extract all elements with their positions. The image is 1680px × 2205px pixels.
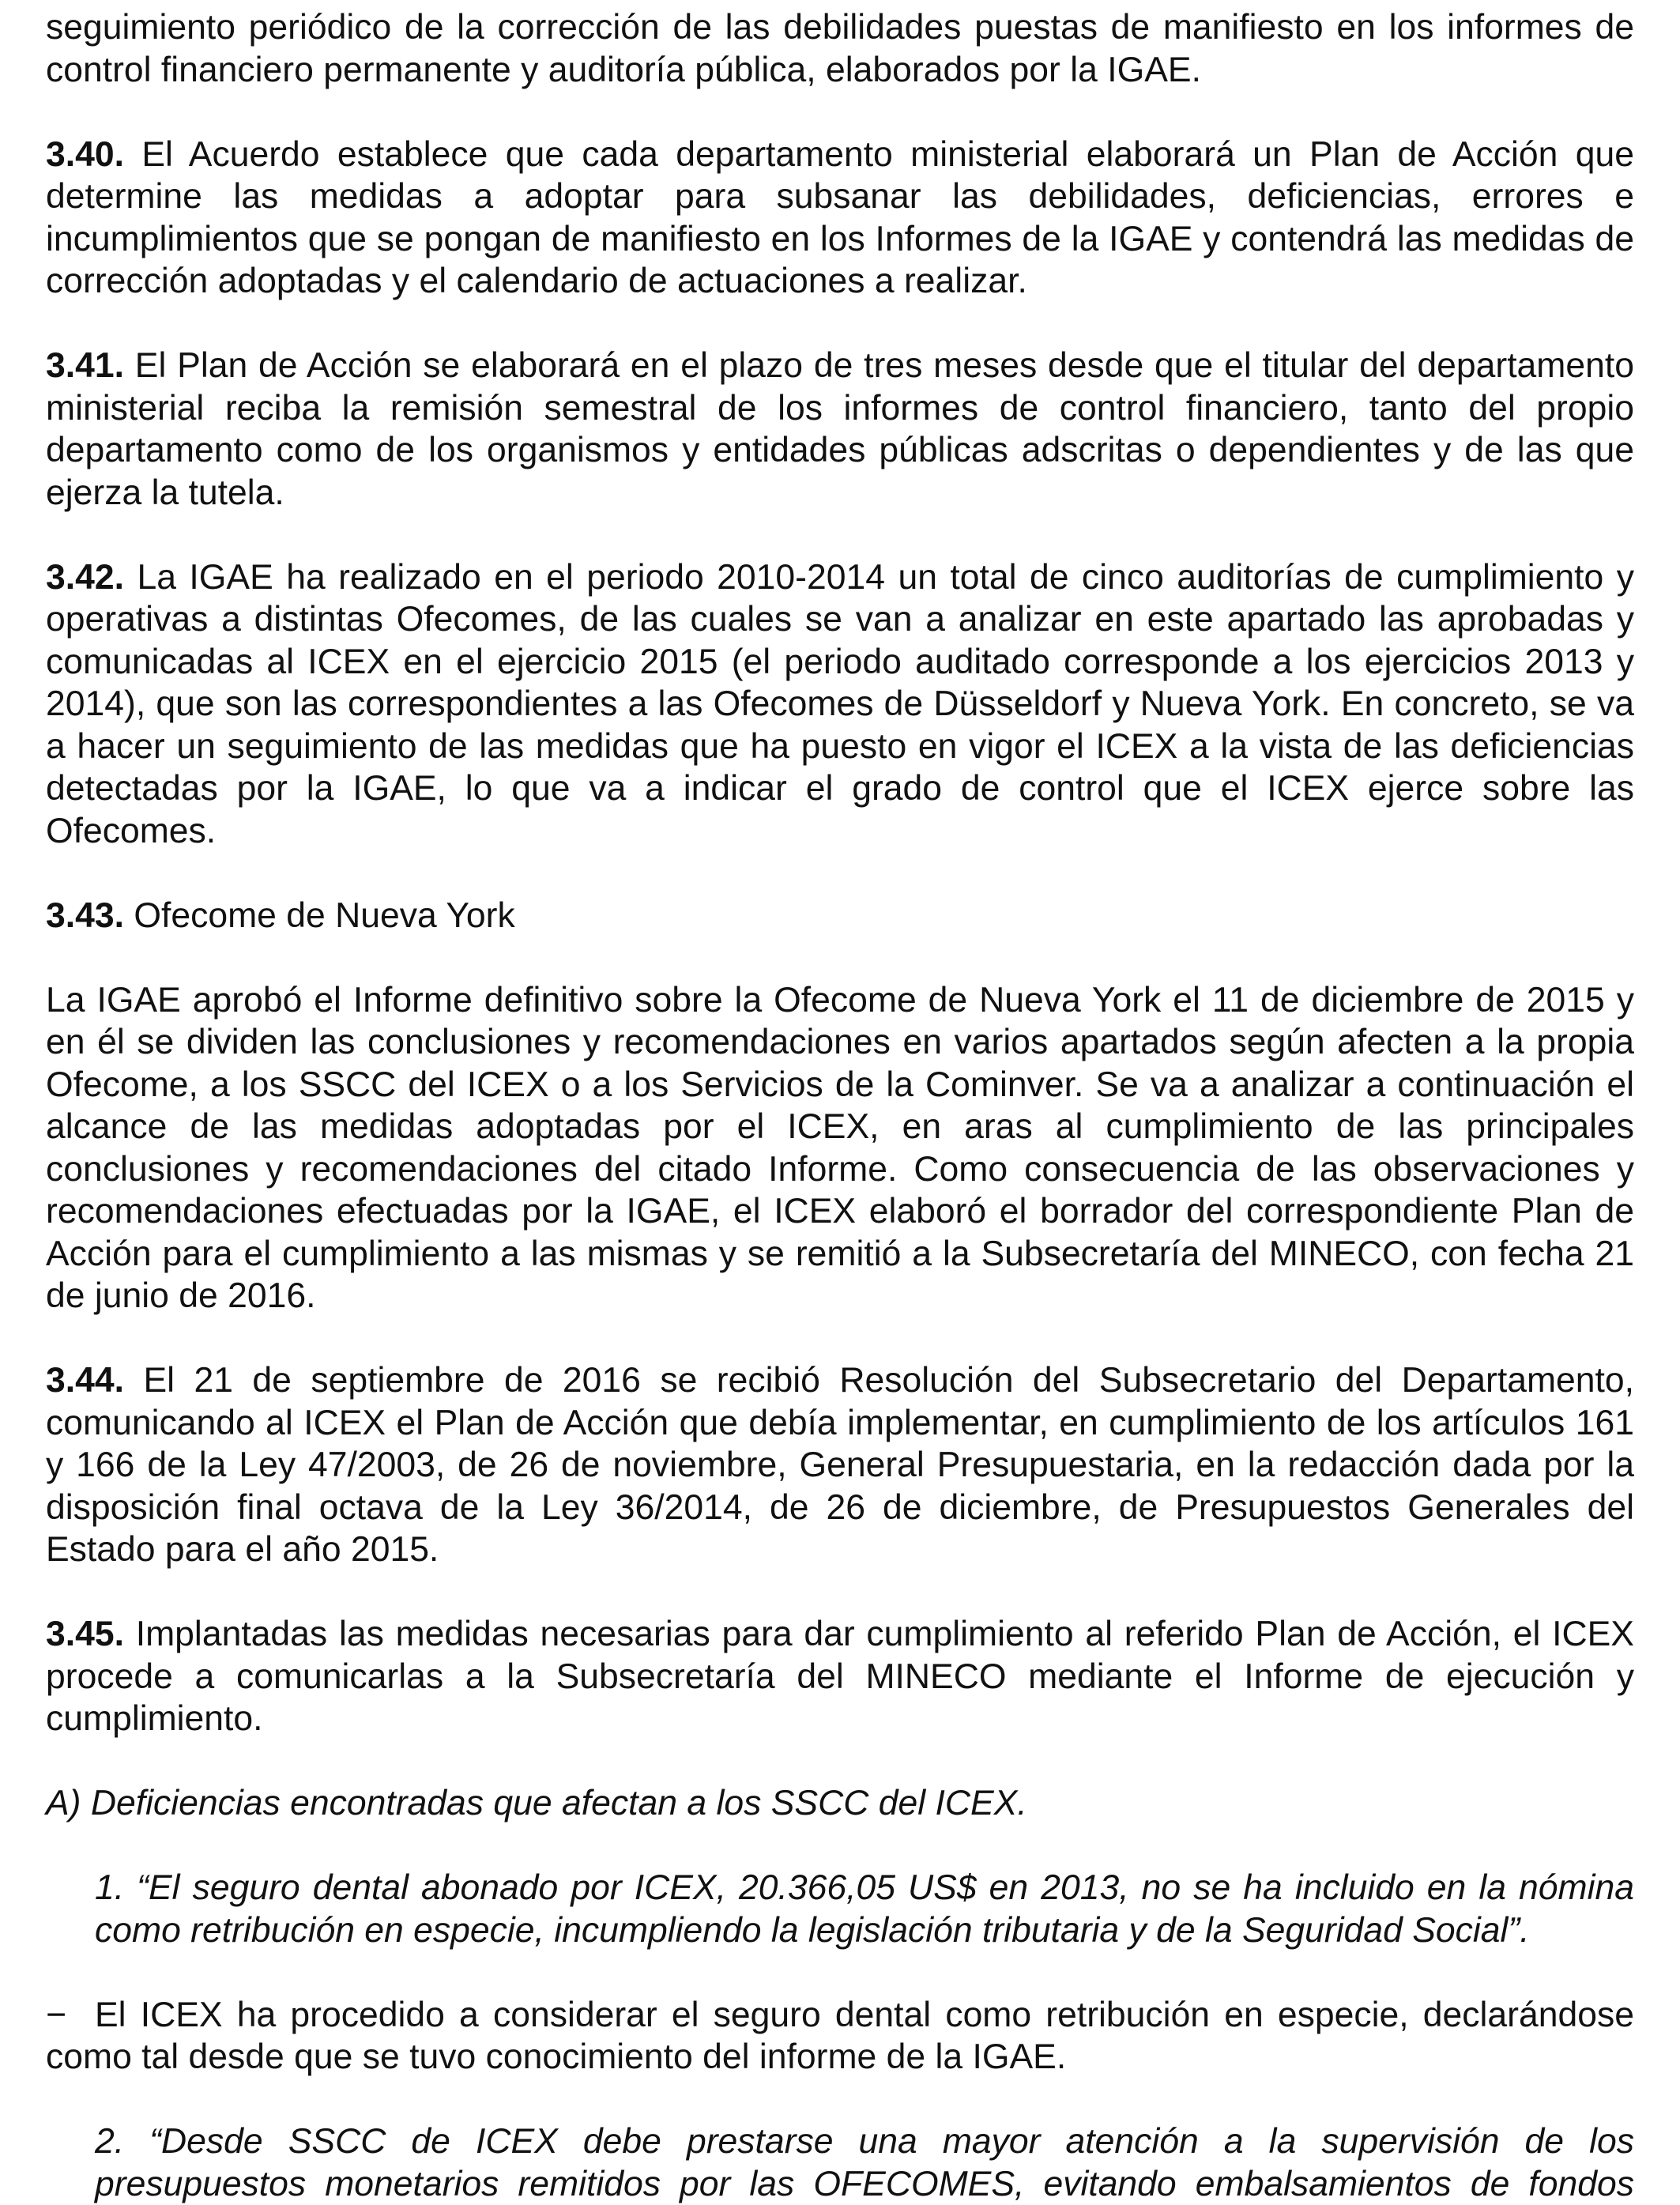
paragraph-3-45 xyxy=(46,1613,1634,1740)
paragraph-text: La IGAE ha realizado en el periodo 2010-2014 un total de cinco auditorías de cumplimiento y operativas a distintas Ofecomes, de las cuales se van a analizar en este apartado las aprobadas y comunicadas al ICEX en el ejercicio 2015 (el periodo auditado corresponde a los ejercicios 2013 y 2014), que son las correspondientes a las Ofecomes de Düsseldorf y Nueva York. En concreto, se va a hacer un seguimiento de las medidas que ha puesto en vigor el ICEX a la vista de las deficiencias detectadas por la IGAE, lo que va a indicar el grado de control que el ICEX ejerce sobre las Ofecomes. xyxy=(46,557,1634,850)
paragraph-text: Ofecome de Nueva York xyxy=(134,895,515,935)
intro-text: seguimiento periódico de la corrección de las debilidades puestas de manifiesto en los informes de control financiero permanente y auditoría pública, elaborados por la IGAE. xyxy=(46,8,1634,89)
document-page xyxy=(46,6,1634,2205)
paragraph-text: Implantadas las medidas necesarias para dar cumplimiento al referido Plan de Acción, el ICEX procede a comunicarlas a la Subsecretaría del MINECO mediante el Informe de ejecución y cumplimiento. xyxy=(46,1615,1634,1738)
paragraph-3-43-body xyxy=(46,979,1634,1317)
deficiency-item-1 xyxy=(46,1867,1634,1951)
paragraph-number: 3.41. xyxy=(46,346,124,385)
paragraph-number: 3.45. xyxy=(46,1615,124,1653)
dash-bullet: − xyxy=(46,1995,66,2034)
paragraph-3-41 xyxy=(46,345,1634,514)
section-a-heading xyxy=(46,1782,1634,1825)
paragraph-3-42 xyxy=(46,556,1634,853)
paragraph-3-44 xyxy=(46,1359,1634,1571)
paragraph-number: 3.42. xyxy=(46,557,124,597)
paragraph-text: El Acuerdo establece que cada departamento ministerial elaborará un Plan de Acción que determine las medidas a adoptar para subsanar las debilidades, deficiencias, errores e incumplimientos que se pongan de manifiesto en los Informes de la IGAE y contendrá las medidas de corrección adoptadas y el calendario de actuaciones a realizar. xyxy=(46,134,1634,300)
paragraph-3-43-heading xyxy=(46,895,1634,937)
paragraph-number: 3.44. xyxy=(46,1361,124,1400)
paragraph-number: 3.43. xyxy=(46,895,124,935)
paragraph-text: El 21 de septiembre de 2016 se recibió Resolución del Subsecretario del Departamento, comunicando al ICEX el Plan de Acción que debía implementar, en cumplimiento de los artículos 161 y 166 de la Ley 47/2003, de 26 de noviembre, General Presupuestaria, en la redacción dada por la disposición final octava de la Ley 36/2014, de 26 de diciembre, de Presupuestos Generales del Estado para el año 2015. xyxy=(46,1361,1634,1569)
response-text: El ICEX ha procedido a considerar el seguro dental como retribución en especie, declarándose como tal desde que se tuvo conocimiento del informe de la IGAE. xyxy=(46,1995,1634,2076)
paragraph-text: La IGAE aprobó el Informe definitivo sobre la Ofecome de Nueva York el 11 de diciembre de 2015 y en él se dividen las conclusiones y recomendaciones en varios apartados según afecten a la propia Ofecome, a los SSCC del ICEX o a los Servicios de la Cominver. Se va a analizar a continuación el alcance de las medidas adoptadas por el ICEX, en aras al cumplimiento de las principales conclusiones y recomendaciones del citado Informe. Como consecuencia de las observaciones y recomendaciones efectuadas por la IGAE, el ICEX elaboró el borrador del correspondiente Plan de Acción para el cumplimiento a las mismas y se remitió a la Subsecretaría del MINECO, con fecha 21 de junio de 2016. xyxy=(46,980,1634,1315)
deficiency-text: 1. “El seguro dental abonado por ICEX, 20.366,05 US$ en 2013, no se ha incluido en la nómina como retribución en especie, incumpliendo la legislación tributaria y de la Seguridad Social”. xyxy=(95,1868,1634,1950)
section-heading-text: A) Deficiencias encontradas que afectan a los SSCC del ICEX. xyxy=(46,1784,1027,1822)
deficiency-item-2 xyxy=(46,2120,1634,2205)
paragraph-3-40 xyxy=(46,134,1634,303)
intro-paragraph xyxy=(46,6,1634,91)
paragraph-text: El Plan de Acción se elaborará en el plazo de tres meses desde que el titular del departamento ministerial reciba la remisión semestral de los informes de control financiero, tanto del propio departamento como de los organismos y entidades públicas adscritas o dependientes y de las que ejerza la tutela. xyxy=(46,346,1634,512)
response-item-1 xyxy=(46,1994,1634,2079)
paragraph-number: 3.40. xyxy=(46,134,124,174)
deficiency-text: 2. “Desde SSCC de ICEX debe prestarse una mayor atención a la supervisión de los presupuestos monetarios remitidos por las OFECOMES, evitando embalsamientos de fondos xyxy=(95,2122,1634,2203)
